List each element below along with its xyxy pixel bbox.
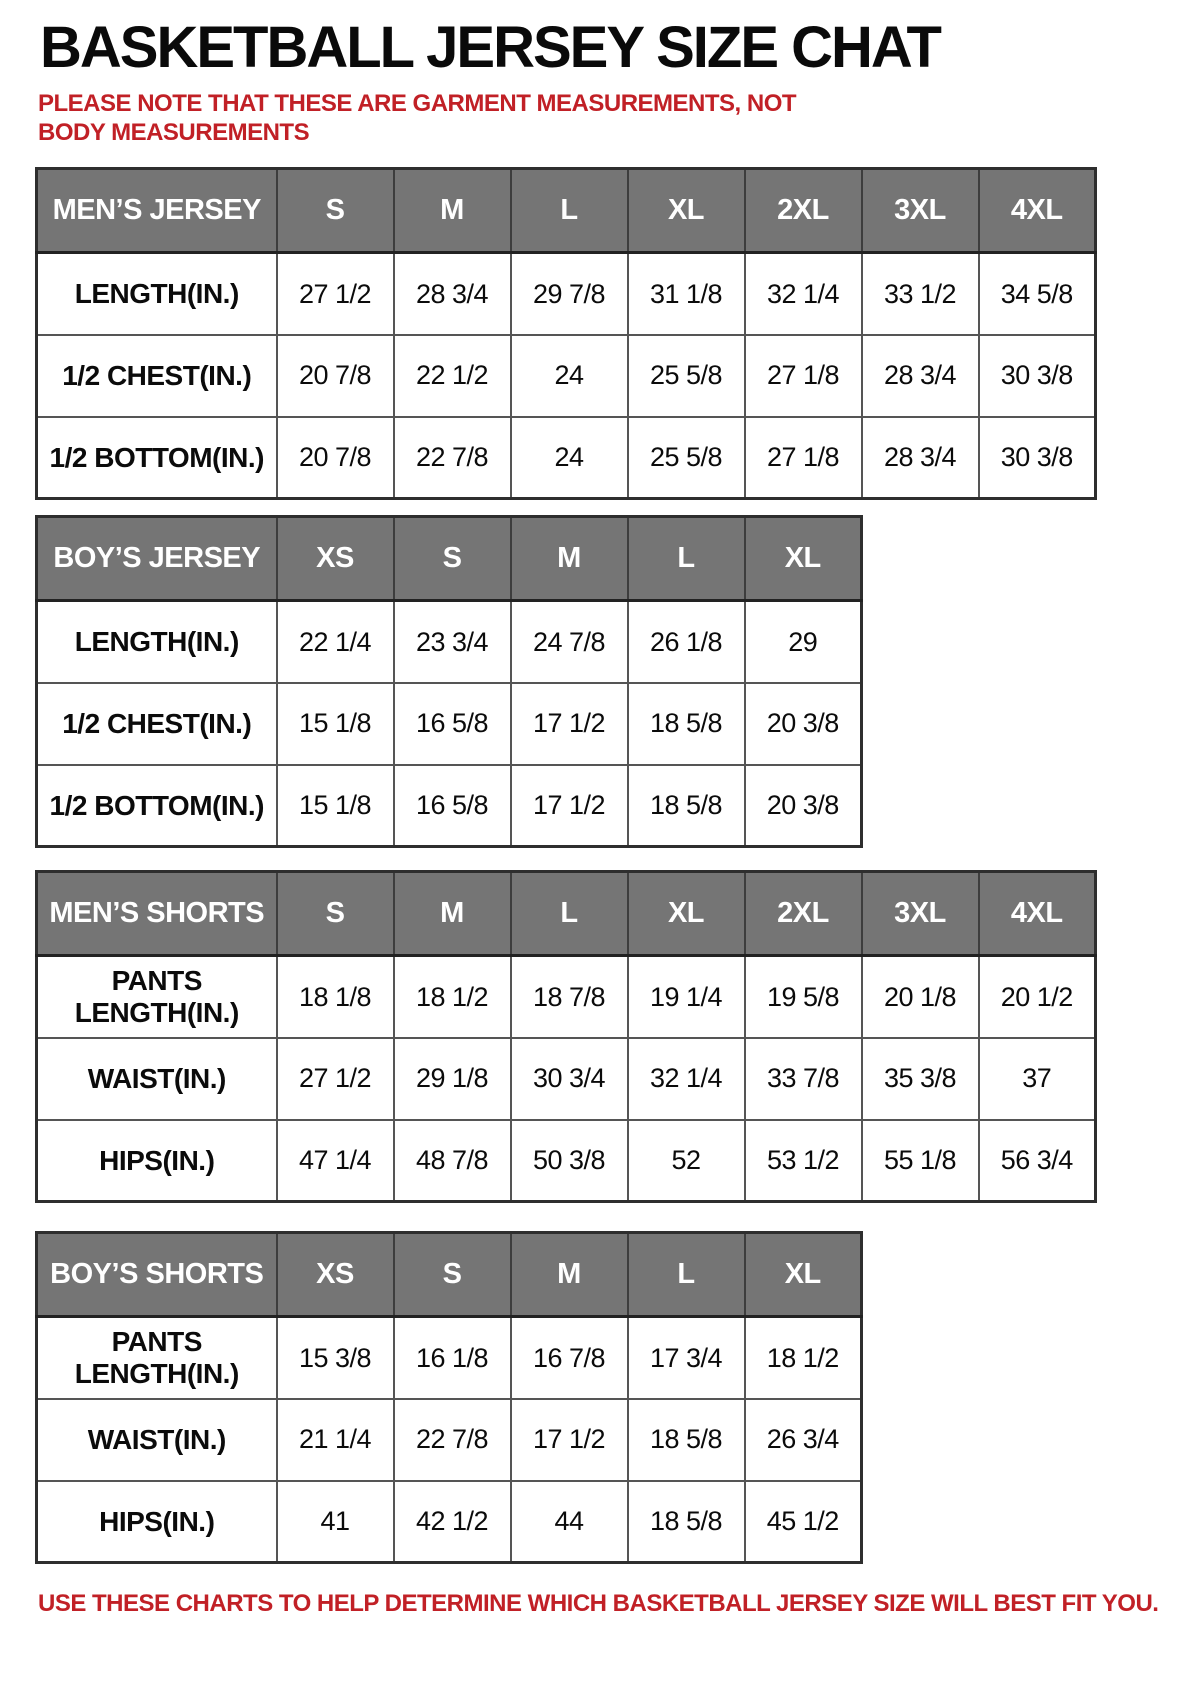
size-header: M bbox=[394, 169, 511, 253]
size-header: L bbox=[511, 872, 628, 956]
value-cell: 18 1/8 bbox=[277, 956, 394, 1038]
value-cell: 16 7/8 bbox=[511, 1317, 628, 1399]
value-cell: 18 7/8 bbox=[511, 956, 628, 1038]
size-header: S bbox=[277, 169, 394, 253]
value-cell: 29 1/8 bbox=[394, 1038, 511, 1120]
value-cell: 25 5/8 bbox=[628, 417, 745, 499]
row-label: WAIST(IN.) bbox=[37, 1038, 277, 1120]
table-row bbox=[37, 956, 1096, 1038]
size-header: L bbox=[628, 1233, 745, 1317]
size-header: M bbox=[511, 517, 628, 601]
value-cell: 18 1/2 bbox=[745, 1317, 862, 1399]
value-cell: 23 3/4 bbox=[394, 601, 511, 683]
header-row bbox=[37, 872, 1096, 956]
value-cell: 15 1/8 bbox=[277, 683, 394, 765]
value-cell: 27 1/2 bbox=[277, 253, 394, 335]
value-cell: 20 1/8 bbox=[862, 956, 979, 1038]
size-header: L bbox=[511, 169, 628, 253]
value-cell: 24 bbox=[511, 335, 628, 417]
value-cell: 20 7/8 bbox=[277, 417, 394, 499]
value-cell: 27 1/2 bbox=[277, 1038, 394, 1120]
size-header: XL bbox=[628, 169, 745, 253]
value-cell: 30 3/4 bbox=[511, 1038, 628, 1120]
value-cell: 35 3/8 bbox=[862, 1038, 979, 1120]
table-row bbox=[37, 1481, 862, 1563]
value-cell: 28 3/4 bbox=[862, 417, 979, 499]
value-cell: 34 5/8 bbox=[979, 253, 1096, 335]
row-label: 1/2 CHEST(IN.) bbox=[37, 335, 277, 417]
value-cell: 50 3/8 bbox=[511, 1120, 628, 1202]
value-cell: 37 bbox=[979, 1038, 1096, 1120]
size-header: L bbox=[628, 517, 745, 601]
value-cell: 42 1/2 bbox=[394, 1481, 511, 1563]
value-cell: 33 1/2 bbox=[862, 253, 979, 335]
size-header: S bbox=[394, 517, 511, 601]
table-row bbox=[37, 417, 1096, 499]
value-cell: 32 1/4 bbox=[745, 253, 862, 335]
value-cell: 32 1/4 bbox=[628, 1038, 745, 1120]
category-header: BOY’S JERSEY bbox=[37, 517, 277, 601]
header-row bbox=[37, 517, 862, 601]
value-cell: 17 1/2 bbox=[511, 1399, 628, 1481]
value-cell: 27 1/8 bbox=[745, 417, 862, 499]
usage-note: USE THESE CHARTS TO HELP DETERMINE WHICH BASKETBALL JERSEY SIZE WILL BEST FIT YOU. bbox=[38, 1590, 1159, 1618]
row-label: WAIST(IN.) bbox=[37, 1399, 277, 1481]
value-cell: 47 1/4 bbox=[277, 1120, 394, 1202]
table-row bbox=[37, 335, 1096, 417]
value-cell: 16 5/8 bbox=[394, 683, 511, 765]
value-cell: 19 1/4 bbox=[628, 956, 745, 1038]
value-cell: 56 3/4 bbox=[979, 1120, 1096, 1202]
size-header: S bbox=[394, 1233, 511, 1317]
row-label: HIPS(IN.) bbox=[37, 1481, 277, 1563]
table-row bbox=[37, 1120, 1096, 1202]
value-cell: 21 1/4 bbox=[277, 1399, 394, 1481]
value-cell: 52 bbox=[628, 1120, 745, 1202]
value-cell: 31 1/8 bbox=[628, 253, 745, 335]
value-cell: 20 3/8 bbox=[745, 765, 862, 847]
size-header: M bbox=[511, 1233, 628, 1317]
value-cell: 18 1/2 bbox=[394, 956, 511, 1038]
page-title: BASKETBALL JERSEY SIZE CHAT bbox=[40, 15, 940, 80]
value-cell: 18 5/8 bbox=[628, 1399, 745, 1481]
row-label: 1/2 CHEST(IN.) bbox=[37, 683, 277, 765]
value-cell: 22 1/2 bbox=[394, 335, 511, 417]
table-row bbox=[37, 253, 1096, 335]
row-label: LENGTH(IN.) bbox=[37, 601, 277, 683]
boys-shorts-table bbox=[35, 1231, 863, 1564]
size-header: S bbox=[277, 872, 394, 956]
value-cell: 17 1/2 bbox=[511, 683, 628, 765]
value-cell: 22 1/4 bbox=[277, 601, 394, 683]
size-header: 4XL bbox=[979, 872, 1096, 956]
value-cell: 15 1/8 bbox=[277, 765, 394, 847]
category-header: MEN’S SHORTS bbox=[37, 872, 277, 956]
value-cell: 17 3/4 bbox=[628, 1317, 745, 1399]
mens-jersey-table bbox=[35, 167, 1097, 500]
value-cell: 18 5/8 bbox=[628, 1481, 745, 1563]
value-cell: 19 5/8 bbox=[745, 956, 862, 1038]
value-cell: 27 1/8 bbox=[745, 335, 862, 417]
size-header: 3XL bbox=[862, 169, 979, 253]
value-cell: 17 1/2 bbox=[511, 765, 628, 847]
value-cell: 16 5/8 bbox=[394, 765, 511, 847]
garment-measurement-note: PLEASE NOTE THAT THESE ARE GARMENT MEASUREMENTS, NOT BODY MEASUREMENTS bbox=[38, 89, 797, 146]
value-cell: 20 1/2 bbox=[979, 956, 1096, 1038]
table-row bbox=[37, 765, 862, 847]
header-row bbox=[37, 1233, 862, 1317]
table-row bbox=[37, 683, 862, 765]
value-cell: 28 3/4 bbox=[862, 335, 979, 417]
value-cell: 41 bbox=[277, 1481, 394, 1563]
size-header: 2XL bbox=[745, 872, 862, 956]
category-header: MEN’S JERSEY bbox=[37, 169, 277, 253]
size-header: XS bbox=[277, 517, 394, 601]
value-cell: 20 7/8 bbox=[277, 335, 394, 417]
size-header: XL bbox=[745, 517, 862, 601]
value-cell: 30 3/8 bbox=[979, 335, 1096, 417]
value-cell: 16 1/8 bbox=[394, 1317, 511, 1399]
table-row bbox=[37, 1399, 862, 1481]
row-label: 1/2 BOTTOM(IN.) bbox=[37, 417, 277, 499]
value-cell: 20 3/8 bbox=[745, 683, 862, 765]
value-cell: 22 7/8 bbox=[394, 417, 511, 499]
size-header: 3XL bbox=[862, 872, 979, 956]
category-header: BOY’S SHORTS bbox=[37, 1233, 277, 1317]
value-cell: 24 7/8 bbox=[511, 601, 628, 683]
value-cell: 26 3/4 bbox=[745, 1399, 862, 1481]
size-header: 2XL bbox=[745, 169, 862, 253]
mens-shorts-table bbox=[35, 870, 1097, 1203]
value-cell: 26 1/8 bbox=[628, 601, 745, 683]
value-cell: 44 bbox=[511, 1481, 628, 1563]
row-label: 1/2 BOTTOM(IN.) bbox=[37, 765, 277, 847]
value-cell: 25 5/8 bbox=[628, 335, 745, 417]
table-row bbox=[37, 1317, 862, 1399]
value-cell: 24 bbox=[511, 417, 628, 499]
row-label: PANTS LENGTH(IN.) bbox=[37, 1317, 277, 1399]
row-label: PANTS LENGTH(IN.) bbox=[37, 956, 277, 1038]
size-header: XL bbox=[745, 1233, 862, 1317]
table-row bbox=[37, 601, 862, 683]
value-cell: 33 7/8 bbox=[745, 1038, 862, 1120]
boys-jersey-table bbox=[35, 515, 863, 848]
value-cell: 29 bbox=[745, 601, 862, 683]
row-label: HIPS(IN.) bbox=[37, 1120, 277, 1202]
size-header: 4XL bbox=[979, 169, 1096, 253]
value-cell: 55 1/8 bbox=[862, 1120, 979, 1202]
value-cell: 45 1/2 bbox=[745, 1481, 862, 1563]
value-cell: 18 5/8 bbox=[628, 683, 745, 765]
size-header: XS bbox=[277, 1233, 394, 1317]
header-row bbox=[37, 169, 1096, 253]
value-cell: 53 1/2 bbox=[745, 1120, 862, 1202]
value-cell: 22 7/8 bbox=[394, 1399, 511, 1481]
value-cell: 30 3/8 bbox=[979, 417, 1096, 499]
size-header: XL bbox=[628, 872, 745, 956]
table-row bbox=[37, 1038, 1096, 1120]
value-cell: 18 5/8 bbox=[628, 765, 745, 847]
row-label: LENGTH(IN.) bbox=[37, 253, 277, 335]
size-header: M bbox=[394, 872, 511, 956]
value-cell: 15 3/8 bbox=[277, 1317, 394, 1399]
value-cell: 29 7/8 bbox=[511, 253, 628, 335]
value-cell: 48 7/8 bbox=[394, 1120, 511, 1202]
value-cell: 28 3/4 bbox=[394, 253, 511, 335]
